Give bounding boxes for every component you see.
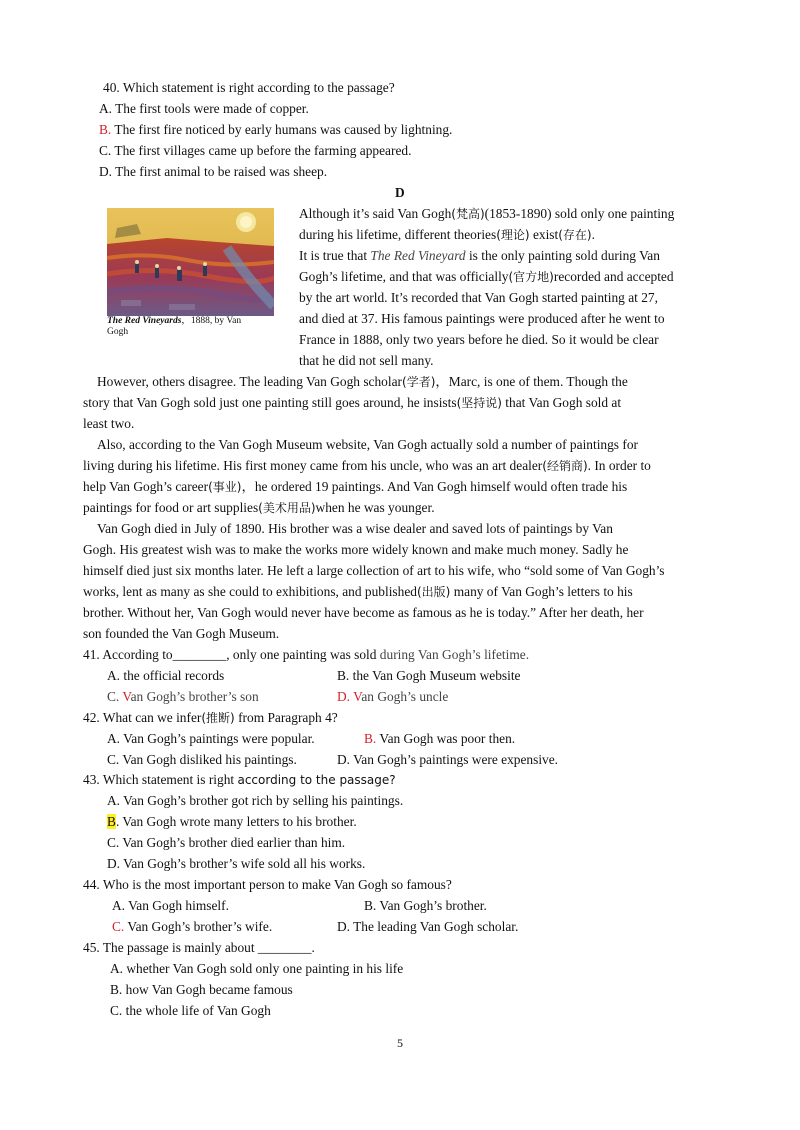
passage-p5-line1: Van Gogh died in July of 1890. His brother was a wise dealer and saved lots of paintings by Van xyxy=(97,521,613,536)
q44-option-d: D. The leading Van Gogh scholar. xyxy=(337,919,519,934)
q45-option-a: A. whether Van Gogh sold only one painting in his life xyxy=(110,961,404,976)
passage-p3-line2: story that Van Gogh sold just one painting still goes around, he insists(坚持说) that Van Gogh sold at xyxy=(83,395,622,410)
q41-stem: 41. According to________, only one painting was sold during Van Gogh’s lifetime. xyxy=(83,647,530,662)
passage-p1-line1: Although it’s said Van Gogh(梵高)(1853-1890) sold only one painting xyxy=(299,206,675,221)
q42-option-d: D. Van Gogh’s paintings were expensive. xyxy=(337,752,559,767)
passage-heading: D xyxy=(395,185,405,200)
passage-p2-line6: that he did not sell many. xyxy=(299,353,434,368)
q45-option-b: B. how Van Gogh became famous xyxy=(110,982,293,997)
passage-p2-line5: France in 1888, only two years before he died. So it would be clear xyxy=(299,332,659,347)
passage-p5-line4: works, lent as many as she could to exhibitions, and published(出版) many of Van Gogh’s letters to his xyxy=(83,584,633,599)
passage-p3-line3: least two. xyxy=(83,416,135,431)
q42-answer-mark: B. xyxy=(364,731,377,746)
q40-stem: 40. Which statement is right according to the passage? xyxy=(103,80,395,95)
passage-p2-line1: It is true that The Red Vineyard is the only painting sold during Van xyxy=(299,248,660,263)
q43-answer-mark: B xyxy=(107,814,116,829)
q43-option-c: C. Van Gogh’s brother died earlier than him. xyxy=(107,835,346,850)
q44-option-a: A. Van Gogh himself. xyxy=(112,898,229,913)
painting-image xyxy=(107,208,274,316)
q45-stem: 45. The passage is mainly about ________. xyxy=(83,940,315,955)
passage-p2-line2: Gogh’s lifetime, and that was officially(官方地)recorded and accepted xyxy=(299,269,674,284)
passage-p5-line6: son founded the Van Gogh Museum. xyxy=(83,626,280,641)
passage-p5-line2: Gogh. His greatest wish was to make the works more widely known and make much money. Sadly he xyxy=(83,542,629,557)
passage-p5-line3: himself died just six months later. He left a large collection of art to his wife, who “sold some of Van Gogh’s xyxy=(83,563,665,578)
passage-p1-line2: during his lifetime, different theories(理论) exist(存在). xyxy=(299,227,595,242)
q43-option-d: D. Van Gogh’s brother’s wife sold all his works. xyxy=(107,856,366,871)
q41-option-b: B. the Van Gogh Museum website xyxy=(337,668,521,683)
q42-option-c: C. Van Gogh disliked his paintings. xyxy=(107,752,297,767)
q42-stem: 42. What can we infer(推断) from Paragraph 4? xyxy=(83,710,338,725)
q40-option-d: D. The first animal to be raised was sheep. xyxy=(99,164,328,179)
q44-answer-mark: C. xyxy=(112,919,125,934)
red-vineyards-painting xyxy=(107,208,274,316)
passage-p2-line3: by the art world. It’s recorded that Van Gogh started painting at 27, xyxy=(299,290,658,305)
q41-option-d: D. Van Gogh’s uncle xyxy=(337,689,449,704)
q42-option-b: B. Van Gogh was poor then. xyxy=(364,731,516,746)
q44-option-c: C. Van Gogh’s brother’s wife. xyxy=(112,919,273,934)
q41-option-c: C. Van Gogh’s brother’s son xyxy=(107,689,259,704)
passage-p3-line1: However, others disagree. The leading Van Gogh scholar(学者)，Marc, is one of them. Though the xyxy=(97,374,628,389)
q40-option-b: B. The first fire noticed by early humans was caused by lightning. xyxy=(99,122,453,137)
q43-option-a: A. Van Gogh’s brother got rich by selling his paintings. xyxy=(107,793,404,808)
q45-option-c: C. the whole life of Van Gogh xyxy=(110,1003,271,1018)
passage-p4-line2: living during his lifetime. His first money came from his uncle, who was an art dealer(经销商). In order to xyxy=(83,458,651,473)
passage-p4-line4: paintings for food or art supplies(美术用品)when he was younger. xyxy=(83,500,435,515)
q40-option-a: A. The first tools were made of copper. xyxy=(99,101,309,116)
q41-option-a: A. the official records xyxy=(107,668,225,683)
caption-title: The Red Vineyards xyxy=(107,316,182,326)
page-number: 5 xyxy=(397,1036,403,1050)
painting-caption: The Red Vineyards，1888, by Van Gogh xyxy=(107,316,242,337)
passage-p5-line5: brother. Without her, Van Gogh would never have become as famous as he is today.” After her death, her xyxy=(83,605,644,620)
q42-option-a: A. Van Gogh’s paintings were popular. xyxy=(107,731,315,746)
passage-p2-line4: and died at 37. His famous paintings were produced after he went to xyxy=(299,311,665,326)
q43-stem: 43. Which statement is right according to the passage? xyxy=(83,772,396,787)
q41-answer-mark: D. xyxy=(337,689,351,704)
q40-option-c: C. The first villages came up before the farming appeared. xyxy=(99,143,412,158)
q43-option-b: B. Van Gogh wrote many letters to his brother. xyxy=(107,814,357,829)
q44-stem: 44. Who is the most important person to make Van Gogh so famous? xyxy=(83,877,452,892)
passage-p4-line3: help Van Gogh’s career(事业)，he ordered 19 paintings. And Van Gogh himself would often trade his xyxy=(83,479,628,494)
q40-answer-mark: B. xyxy=(99,122,112,137)
q44-option-b: B. Van Gogh’s brother. xyxy=(364,898,487,913)
passage-p4-line1: Also, according to the Van Gogh Museum website, Van Gogh actually sold a number of paintings for xyxy=(97,437,638,452)
